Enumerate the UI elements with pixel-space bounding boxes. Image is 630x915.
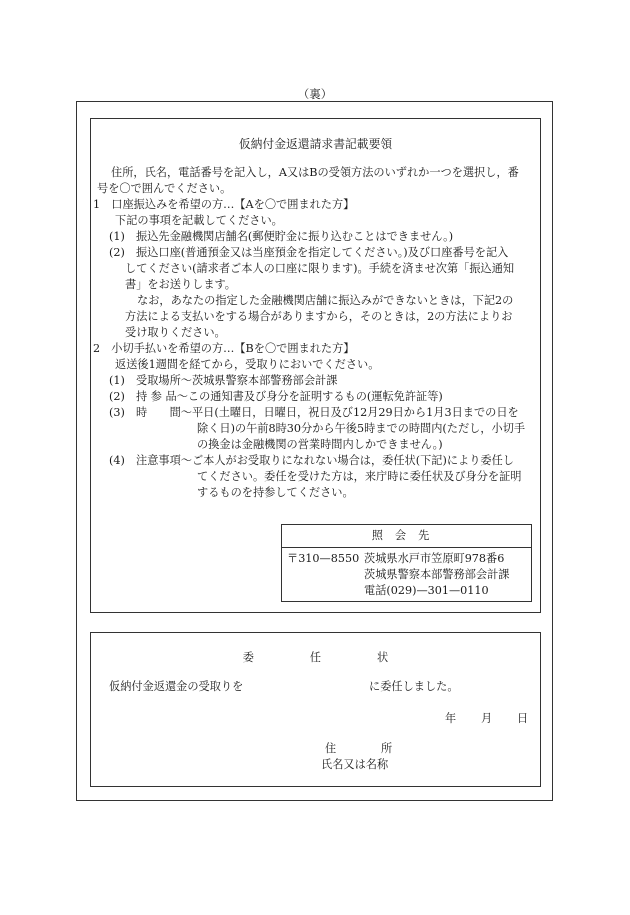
instructions-box — [90, 118, 541, 613]
back-side-label: （裏） — [297, 87, 333, 101]
date-day-label: 日 — [517, 712, 529, 725]
contact-heading: 照会先 — [282, 525, 531, 548]
intro-line-1: 住所，氏名，電話番号を記入し，A又はBの受領方法のいずれか一つを選択し，番 — [111, 166, 519, 179]
section2-item3-line3: の換金は金融機関の営業時間内しかできません。) — [197, 438, 443, 451]
date-month-label: 月 — [481, 712, 493, 725]
section2-item3-line2: 除く日)の午前8時30分から午後5時までの時間内(ただし，小切手 — [197, 422, 526, 435]
section2-item4-line2: てください。委任を受けた方は，来庁時に委任状及び身分を証明 — [197, 470, 522, 483]
proxy-statement-suffix: に委任しました。 — [369, 680, 459, 693]
section1-item2-line3: 書」をお送りします。 — [125, 278, 236, 291]
contact-address: 茨城県水戸市笠原町978番6 — [364, 552, 505, 565]
section1-note-line3: 受け取りください。 — [125, 326, 226, 339]
contact-box — [281, 524, 532, 602]
proxy-title: 委 任 状 — [242, 651, 389, 664]
section1-heading: 1 口座振込みを希望の方…【Aを〇で囲まれた方】 — [93, 198, 355, 211]
proxy-statement-prefix: 仮納付金返還金の受取りを — [109, 680, 244, 693]
section1-note-line1: なお，あなたの指定した金融機関店舗に振込みができないときは，下記2の — [137, 294, 514, 307]
section2-item4-line1: (4) 注意事項～ご本人がお受取りになれない場合は，委任状(下記)により委任し — [109, 454, 514, 467]
date-year-label: 年 — [445, 712, 457, 725]
contact-department: 茨城県警察本部警務部会計課 — [364, 568, 510, 581]
proxy-name-label: 氏名又は名称 — [321, 758, 389, 771]
proxy-form-box — [90, 632, 541, 787]
section2-item4-line3: するものを持参してください。 — [197, 486, 354, 499]
section1-item2-line1: (2) 振込口座(普通預金又は当座預金を指定してください。)及び口座番号を記入 — [109, 246, 509, 259]
contact-postal-code: 〒310—8550 — [287, 552, 360, 565]
section2-subheading: 返送後1週間を経てから，受取りにおいでください。 — [115, 358, 380, 371]
proxy-address-label: 住 所 — [325, 742, 393, 755]
section2-item1: (1) 受取場所～茨城県警察本部警務部会計課 — [109, 374, 338, 387]
instructions-title: 仮納付金返還請求書記載要領 — [238, 137, 393, 151]
section1-subheading: 下記の事項を記載してください。 — [115, 214, 283, 227]
section1-item2-line2: してください(請求者ご本人の口座に限ります)。手続を済ませ次第「振込通知 — [125, 262, 515, 275]
section2-item3-line1: (3) 時 間～平日(土曜日，日曜日，祝日及び12月29日から1月3日までの日を — [109, 406, 519, 419]
section2-heading: 2 小切手払いを希望の方…【Bを〇で囲まれた方】 — [93, 342, 355, 355]
section2-item2: (2) 持 参 品～この通知書及び身分を証明するもの(運転免許証等) — [109, 390, 443, 403]
contact-phone: 電話(029)—301—0110 — [364, 584, 489, 597]
intro-line-2: 号を〇で囲んでください。 — [97, 182, 232, 195]
section1-item1: (1) 振込先金融機関店舗名(郵便貯金に振り込むことはできません。) — [109, 230, 454, 243]
section1-note-line2: 方法による支払いをする場合がありますから，そのときは，2の方法によりお — [125, 310, 513, 323]
